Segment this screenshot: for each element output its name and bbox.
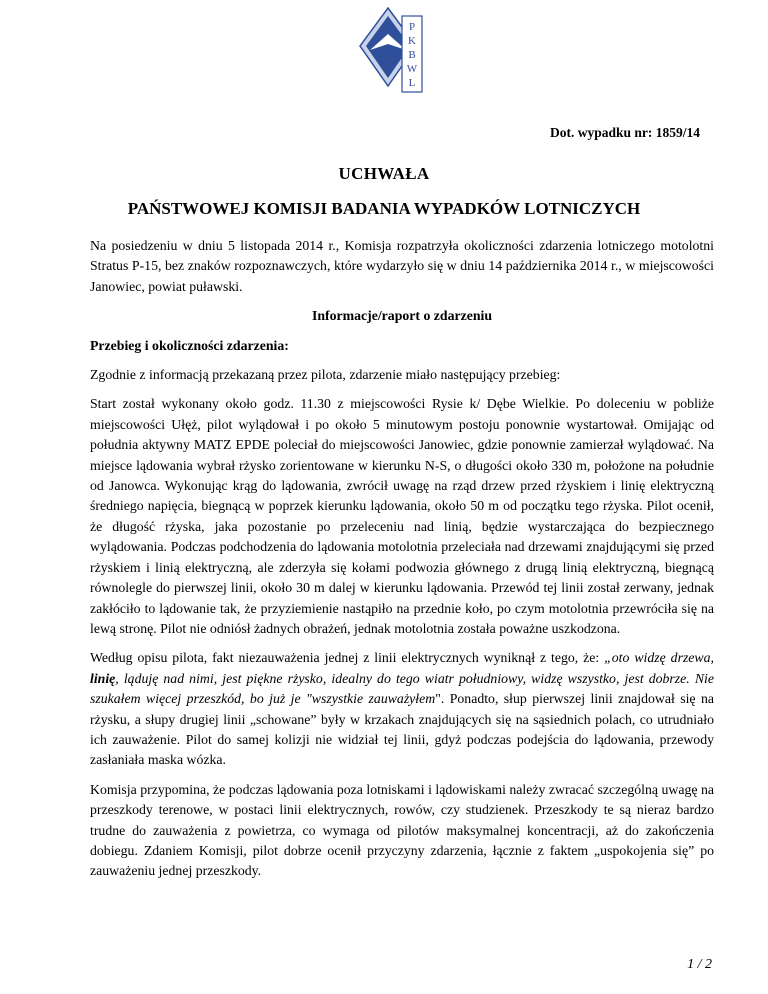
pilot-quote-emphasis: linię — [90, 670, 116, 686]
pkbwl-logo — [358, 6, 444, 98]
svg-text:K: K — [408, 35, 416, 47]
paragraph-3 — [90, 648, 714, 770]
paragraph-2: Start został wykonany około godz. 11.30 z miejscowości Rysie k/ Dębe Wielkie. Po doleceniu w pobliże miejscowości Ułęż, pilot wylądował i po około 5 minutowym postoju ponownie wystartował. Omijając od południa aktywny MATZ EPDE poleciał do miejscowości Janowiec, gdzie ponownie zamierzał wylądować. Na miejsce lądowania wybrał rżysko zorientowane w kierunku N-S, o długości około 330 m, położone na południe od Janowca. Wykonując krąg do lądowania, zwrócił uwagę na rząd drzew przed rżyskiem i linię elektryczną średniego napięcia, biegnącą w poprzek kierunku lądowania, około 50 m od początku tego rżyska. Pilot ocenił, że długość rżyska, jaka pozostanie po przeleceniu nad linią, będzie wystarczająca do bezpiecznego wylądowania. Podczas podchodzenia do lądowania motolotnia przeleciała nad drzewami znajdującymi się przed rżyskiem i linią elektryczną, ale zderzyła się kołami podwozia głównego z drugą linią elektryczną, biegnącą równolegle do pierwszej linii, około 30 m dalej w kierunku lądowania. Przewód tej linii został zerwany, jednak zakłóciło to lądowanie tak, że przyziemienie nastąpiło na przednie koło, po czym motolotnia przewróciła się na lewą stronę. Pilot nie odniósł żadnych obrażeń, jednak motolotnia została poważne uszkodzona. — [90, 396, 714, 636]
page-number: 1 / 2 — [687, 957, 712, 972]
paragraph-3-end: ". Ponadto, słup pierwszej linii znajdował się na rżysku, a słupy drugiej linii „schowane” były w krzakach znajdujących się na sąsiednich polach, co utrudniało ich zauważenie. Pilot do samej kolizji nie widział tej linii, gdyż podczas podejścia do lądowania, przewody zasłaniała maska wózka. — [90, 691, 714, 768]
document-body — [90, 236, 714, 891]
svg-text:B: B — [408, 49, 416, 61]
paragraph-1: Zgodnie z informacją przekazaną przez pilota, zdarzenie miało następujący przebieg: — [90, 367, 561, 383]
svg-text:W: W — [406, 63, 418, 75]
pilot-quote-part-1: „oto widzę drzewa, — [604, 650, 714, 666]
intro-paragraph: Na posiedzeniu w dniu 5 listopada 2014 r., Komisja rozpatrzyła okoliczności zdarzenia lotniczego motolotni Stratus P-15, bez znaków rozpoznawczych, które wydarzyło się w dniu 14 października 2014 r., w miejscowości Janowiec, powiat puławski. — [90, 238, 714, 294]
logo-emblem-icon — [358, 6, 444, 98]
case-number: Dot. wypadku nr: 1859/14 — [549, 125, 700, 140]
commission-name: PAŃSTWOWEJ KOMISJI BADANIA WYPADKÓW LOTNICZYCH — [127, 199, 641, 218]
svg-text:L: L — [408, 77, 416, 89]
paragraph-3-start: Według opisu pilota, fakt niezauważenia jednej z linii elektrycznych wyniknął z tego, że: — [90, 650, 605, 666]
svg-text:P: P — [408, 21, 416, 33]
section-heading: Informacje/raport o zdarzeniu — [311, 308, 493, 324]
document-title: UCHWAŁA — [338, 164, 430, 183]
subheading: Przebieg i okoliczności zdarzenia: — [90, 337, 289, 353]
pilot-quote-part-2: , ląduję nad nimi, jest piękne rżysko, idealny do tego wiatr południowy, widzę wszystko, jest dobrze. Nie szukałem więcej przeszkód, bo już je "wszystkie zauważyłem — [90, 670, 714, 707]
paragraph-4: Komisja przypomina, że podczas lądowania poza lotniskami i lądowiskami należy zwracać szczególną uwagę na przeszkody terenowe, w postaci linii elektrycznych, rowów, czy studzienek. Przeszkody te są nieraz bardzo trudne do zauważenia z powietrza, co wymaga od pilotów maksymalnej koncentracji, aż do zakończenia dobiegu. Zdaniem Komisji, pilot dobrze ocenił przyczyny zdarzenia, łącznie z faktem „uspokojenia się” po zauważeniu jednej przeszkody. — [90, 781, 714, 879]
